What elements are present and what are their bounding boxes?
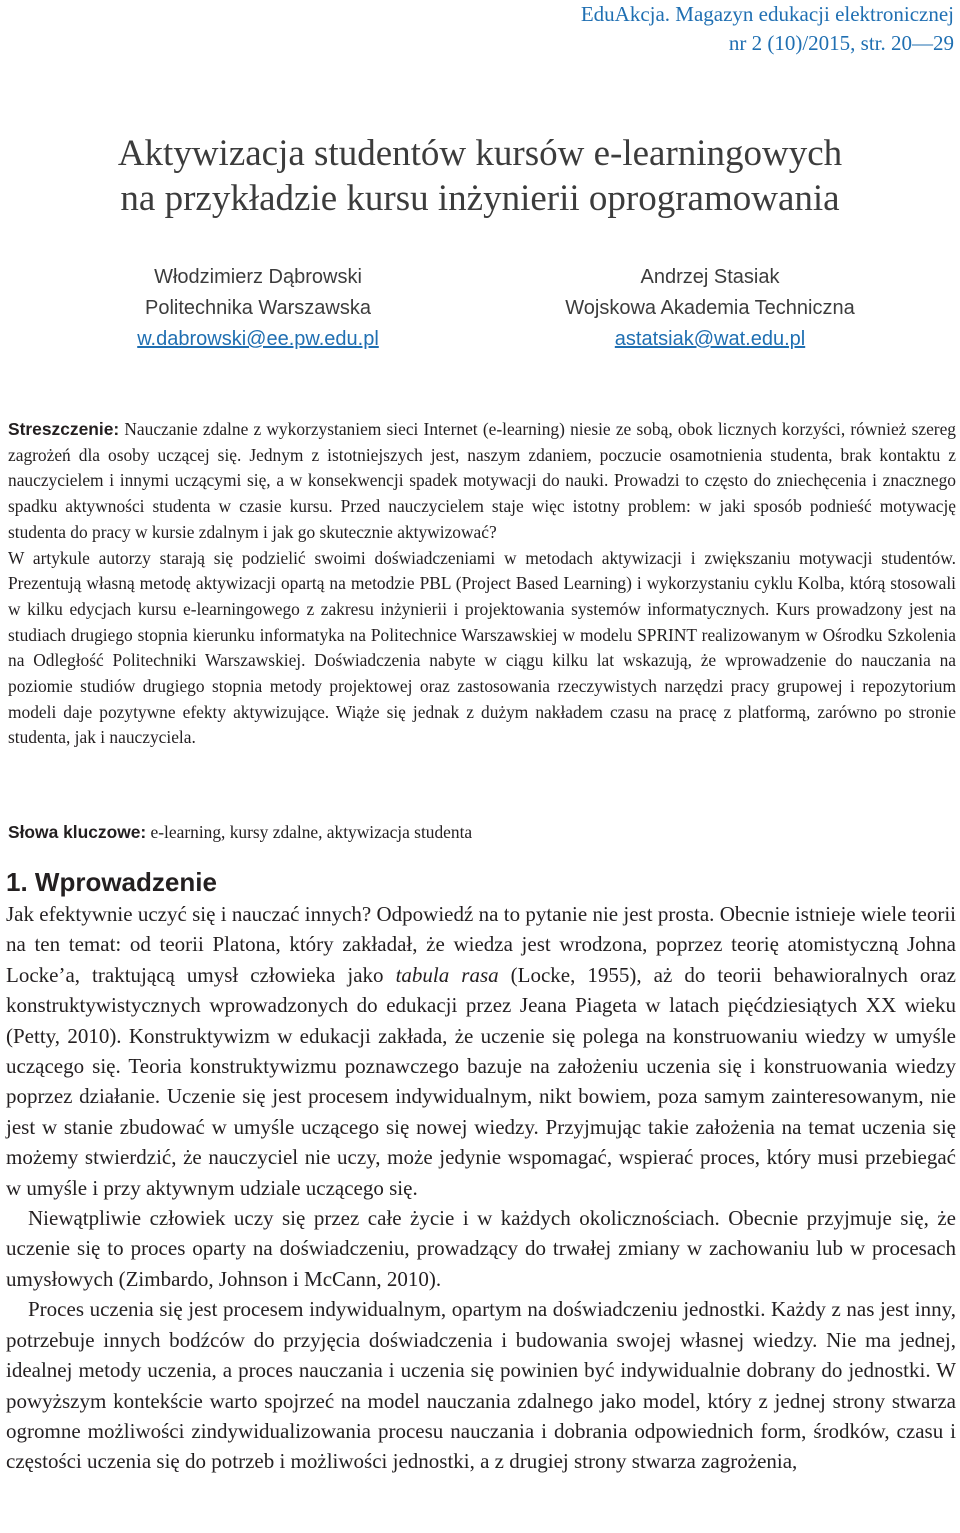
body-paragraph-1 bbox=[6, 899, 956, 1203]
author-email-link[interactable]: astatsiak@wat.edu.pl bbox=[614, 328, 806, 350]
body-paragraph-2: Niewątpliwie człowiek uczy się przez całe życie i w każdych okolicznościach. Obecnie przyjmuje się, że uczenie się to proces oparty na doświadczeniu, prowadzący do trwałej zmiany w zachowaniu lub w procesach umysłowych (Zimbardo, Johnson i McCann, 2010). bbox=[6, 1206, 956, 1291]
keywords-label: Słowa kluczowe: bbox=[8, 822, 147, 842]
body-paragraph-3: Proces uczenia się jest procesem indywidualnym, opartym na doświadczeniu jednostki. Każdy z nas jest inny, potrzebuje innych bodźców do przyjęcia doświadczenia i budowania swojej własnej wiedzy. Nie ma jednej, idealnej metody uczenia, a proces nauczania i uczenia się powinien być indywidualnie dobrany do jednostki. W powyższym kontekście warto spojrzeć na model nauczania zdalnego jako model, który z jednej strony stwarza ogromne możliwości zindywidualizowania procesu nauczania i dobrania odpowiednich form, środków, czasu i częstości uczenia się do potrzeb i możliwości jednostki, a z drugiej strony stwarza zagrożenia, bbox=[6, 1297, 956, 1474]
author-block-2 bbox=[545, 262, 875, 355]
author-name: Włodzimierz Dąbrowski bbox=[154, 266, 362, 288]
abstract-text-1: Nauczanie zdalne z wykorzystaniem sieci Internet (e-learning) niesie ze sobą, obok licznych korzyści, również szereg zagrożeń dla osoby uczącej się. Jednym z istotniejszych jest, naszym zdaniem, poczucie osamotnienia studenta, brak kontaktu z nauczycielem i innymi uczącymi się, a w konsekwencji spadek motywacji do nauki. Prowadzi to często do zniechęcenia i znacznego spadku aktywności studenta w czasie kursu. Przed nauczycielem staje więc istotny problem: w jaki sposób podnieść motywację studenta do pracy w kursie zdalnym i jak go skutecznie aktywizować? bbox=[8, 419, 956, 542]
section-heading: 1. Wprowadzenie bbox=[6, 867, 217, 897]
author-affiliation: Politechnika Warszawska bbox=[144, 297, 371, 319]
body-paragraph-1-part-2: (Locke, 1955), aż do teorii behawioralnych oraz konstruktywistycznych wprowadzonych do edukacji przez Jeana Piageta w latach pięćdziesiątych XX wieku (Petty, 2010). Konstruktywizm w edukacji zakłada, że uczenie się polega na konstruowaniu wiedzy w umyśle uczącego się. Teoria konstruktywizmu poznawczego bazuje na założeniu uczenia się i konstruowania wiedzy poprzez działanie. Uczenie się jest procesem indywidualnym, nikt bowiem, poza samym zainteresowanym, nie jest w stanie zbudować w umyśle uczącego się nowej wiedzy. Przyjmując takie założenia na temat uczenia się możemy stwierdzić, że nauczyciel nie uczy, może jedynie wspomagać, wspierać proces, który musi przebiegać w umyśle i przy aktywnym udziale uczącego się. bbox=[6, 962, 956, 1200]
keywords bbox=[8, 820, 956, 845]
body-paragraph-1-part-1: Jak efektywnie uczyć się i nauczać innych? Odpowiedź na to pytanie nie jest prosta. Obecnie istnieje wiele teorii na ten temat: od teorii Platona, który zakładał, że wiedza jest wrodzona, poprzez teorię atomistyczną Johna Locke’a, traktującą umysł człowieka jako bbox=[6, 902, 956, 987]
article-title-line-2: na przykładzie kursu inżynierii oprogramowania bbox=[120, 178, 840, 219]
author-name: Andrzej Stasiak bbox=[640, 266, 780, 288]
article-title bbox=[0, 131, 960, 221]
keywords-text: e-learning, kursy zdalne, aktywizacja studenta bbox=[146, 822, 473, 842]
author-email-link[interactable]: w.dabrowski@ee.pw.edu.pl bbox=[137, 328, 379, 350]
abstract-paragraph-1 bbox=[8, 417, 956, 546]
author-affiliation: Wojskowa Akademia Techniczna bbox=[565, 297, 855, 319]
abstract bbox=[8, 417, 956, 751]
author-block-1 bbox=[98, 262, 418, 355]
journal-name: EduAkcja. Magazyn edukacji elektronicznej bbox=[580, 2, 954, 26]
body-paragraph-1-italic: tabula rasa bbox=[395, 962, 499, 987]
abstract-paragraph-2: W artykule autorzy starają się podzielić swoimi doświadczeniami w metodach aktywizacji i zwiększaniu motywacji studentów. Prezentują własną metodę aktywizacji opartą na metodzie PBL (Project Based Learning) i wykorzystaniu cyklu Kolba, którą stosowali w kilku edycjach kursu e-learningowego z zakresu inżynierii i projektowania systemów informatycznych. Kurs prowadzony jest na studiach drugiego stopnia kierunku informatyka na Politechnice Warszawskiej w modelu SPRINT realizowanym w Ośrodku Szkolenia na Odległość Politechniki Warszawskiej. Doświadczenia nabyte w ciągu kilku lat wskazują, że wprowadzenie do nauczania na poziomie studiów drugiego stopnia metody projektowej oraz zastosowania rzeczywistych narzędzi pracy grupowej i repozytorium modeli daje pozytywne efekty aktywizujące. Wiąże się jednak z dużym nakładem czasu na pracę z platformą, zarówno po stronie studenta, jak i nauczyciela. bbox=[8, 547, 956, 748]
journal-issue: nr 2 (10)/2015, str. 20—29 bbox=[728, 31, 954, 55]
article-title-line-1: Aktywizacja studentów kursów e-learningowych bbox=[117, 133, 843, 174]
abstract-label: Streszczenie: bbox=[8, 419, 120, 439]
section-body bbox=[6, 899, 956, 1477]
journal-header bbox=[254, 0, 954, 58]
